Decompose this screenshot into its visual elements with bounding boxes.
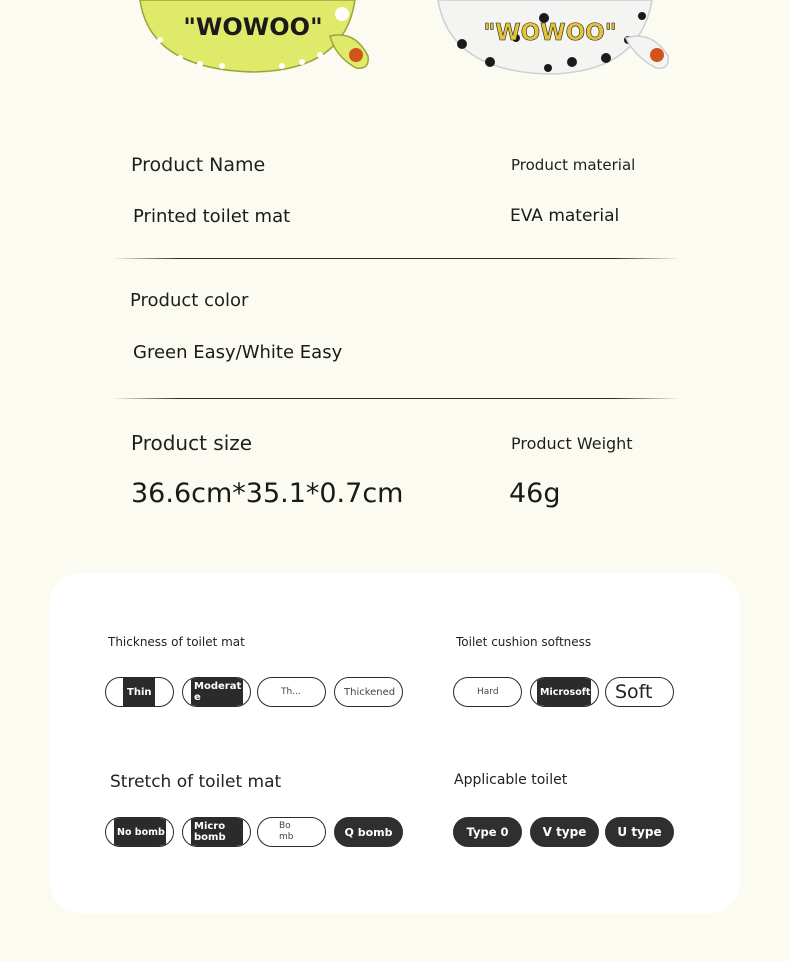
product-weight-label: Product Weight [511,434,633,453]
thickness-option-th[interactable] [257,677,326,707]
stretch-option-no-bomb-label: No bomb [114,818,166,846]
applicable-option-v-type-label: V type [542,825,587,839]
softness-option-soft-label: Soft [610,678,668,706]
stretch-option-q-bomb-label: Q bomb [344,825,393,839]
stretch-option-micro-bomb[interactable] [182,817,251,847]
applicable-option-u-type-label: U type [617,825,662,839]
green-toilet-mat-image [130,0,380,80]
applicable-option-u-type[interactable] [605,817,674,847]
thickness-option-thin[interactable] [105,677,174,707]
thickness-option-moderate-label: Moderate [191,678,243,706]
white-toilet-mat-image [430,0,680,80]
green-mat-logo: "WOWOO" [183,13,323,41]
thickness-title: Thickness of toilet mat [108,635,245,649]
white-mat-logo: "WOWOO" [483,20,617,46]
product-size-value: 36.6cm*35.1*0.7cm [131,478,404,509]
thickness-option-th-label: Th... [278,678,308,706]
divider-1 [112,258,680,259]
stretch-option-bomb-label: Bomb [276,818,298,846]
thickness-option-thickened[interactable] [334,677,403,707]
stretch-option-no-bomb[interactable] [105,817,174,847]
product-size-label: Product size [131,431,253,455]
stretch-title: Stretch of toilet mat [110,772,282,792]
product-material-label: Product material [511,156,636,174]
applicable-option-type-0[interactable] [453,817,522,847]
softness-option-hard-label: Hard [474,678,504,706]
product-color-value: Green Easy/White Easy [133,342,343,363]
product-weight-value: 46g [509,478,561,509]
softness-option-hard[interactable] [453,677,522,707]
specs-card [50,573,740,913]
stretch-option-micro-bomb-label: Micro bomb [191,818,243,846]
product-material-value: EVA material [510,206,620,226]
softness-option-microsoft-label: Microsoft [537,678,591,706]
softness-option-microsoft[interactable] [530,677,599,707]
applicable-title: Applicable toilet [454,772,568,788]
stretch-option-bomb[interactable] [257,817,326,847]
product-name-label: Product Name [131,154,266,176]
thickness-option-thickened-label: Thickened [341,678,399,706]
product-name-value: Printed toilet mat [133,206,291,227]
divider-2 [112,398,680,399]
applicable-option-type-0-label: Type 0 [466,825,509,839]
thickness-option-thin-label: Thin [123,678,155,706]
softness-option-soft[interactable] [605,677,674,707]
thickness-option-moderate[interactable] [182,677,251,707]
stretch-option-q-bomb[interactable] [334,817,403,847]
applicable-option-v-type[interactable] [530,817,599,847]
product-color-label: Product color [130,290,249,311]
softness-title: Toilet cushion softness [456,635,592,649]
